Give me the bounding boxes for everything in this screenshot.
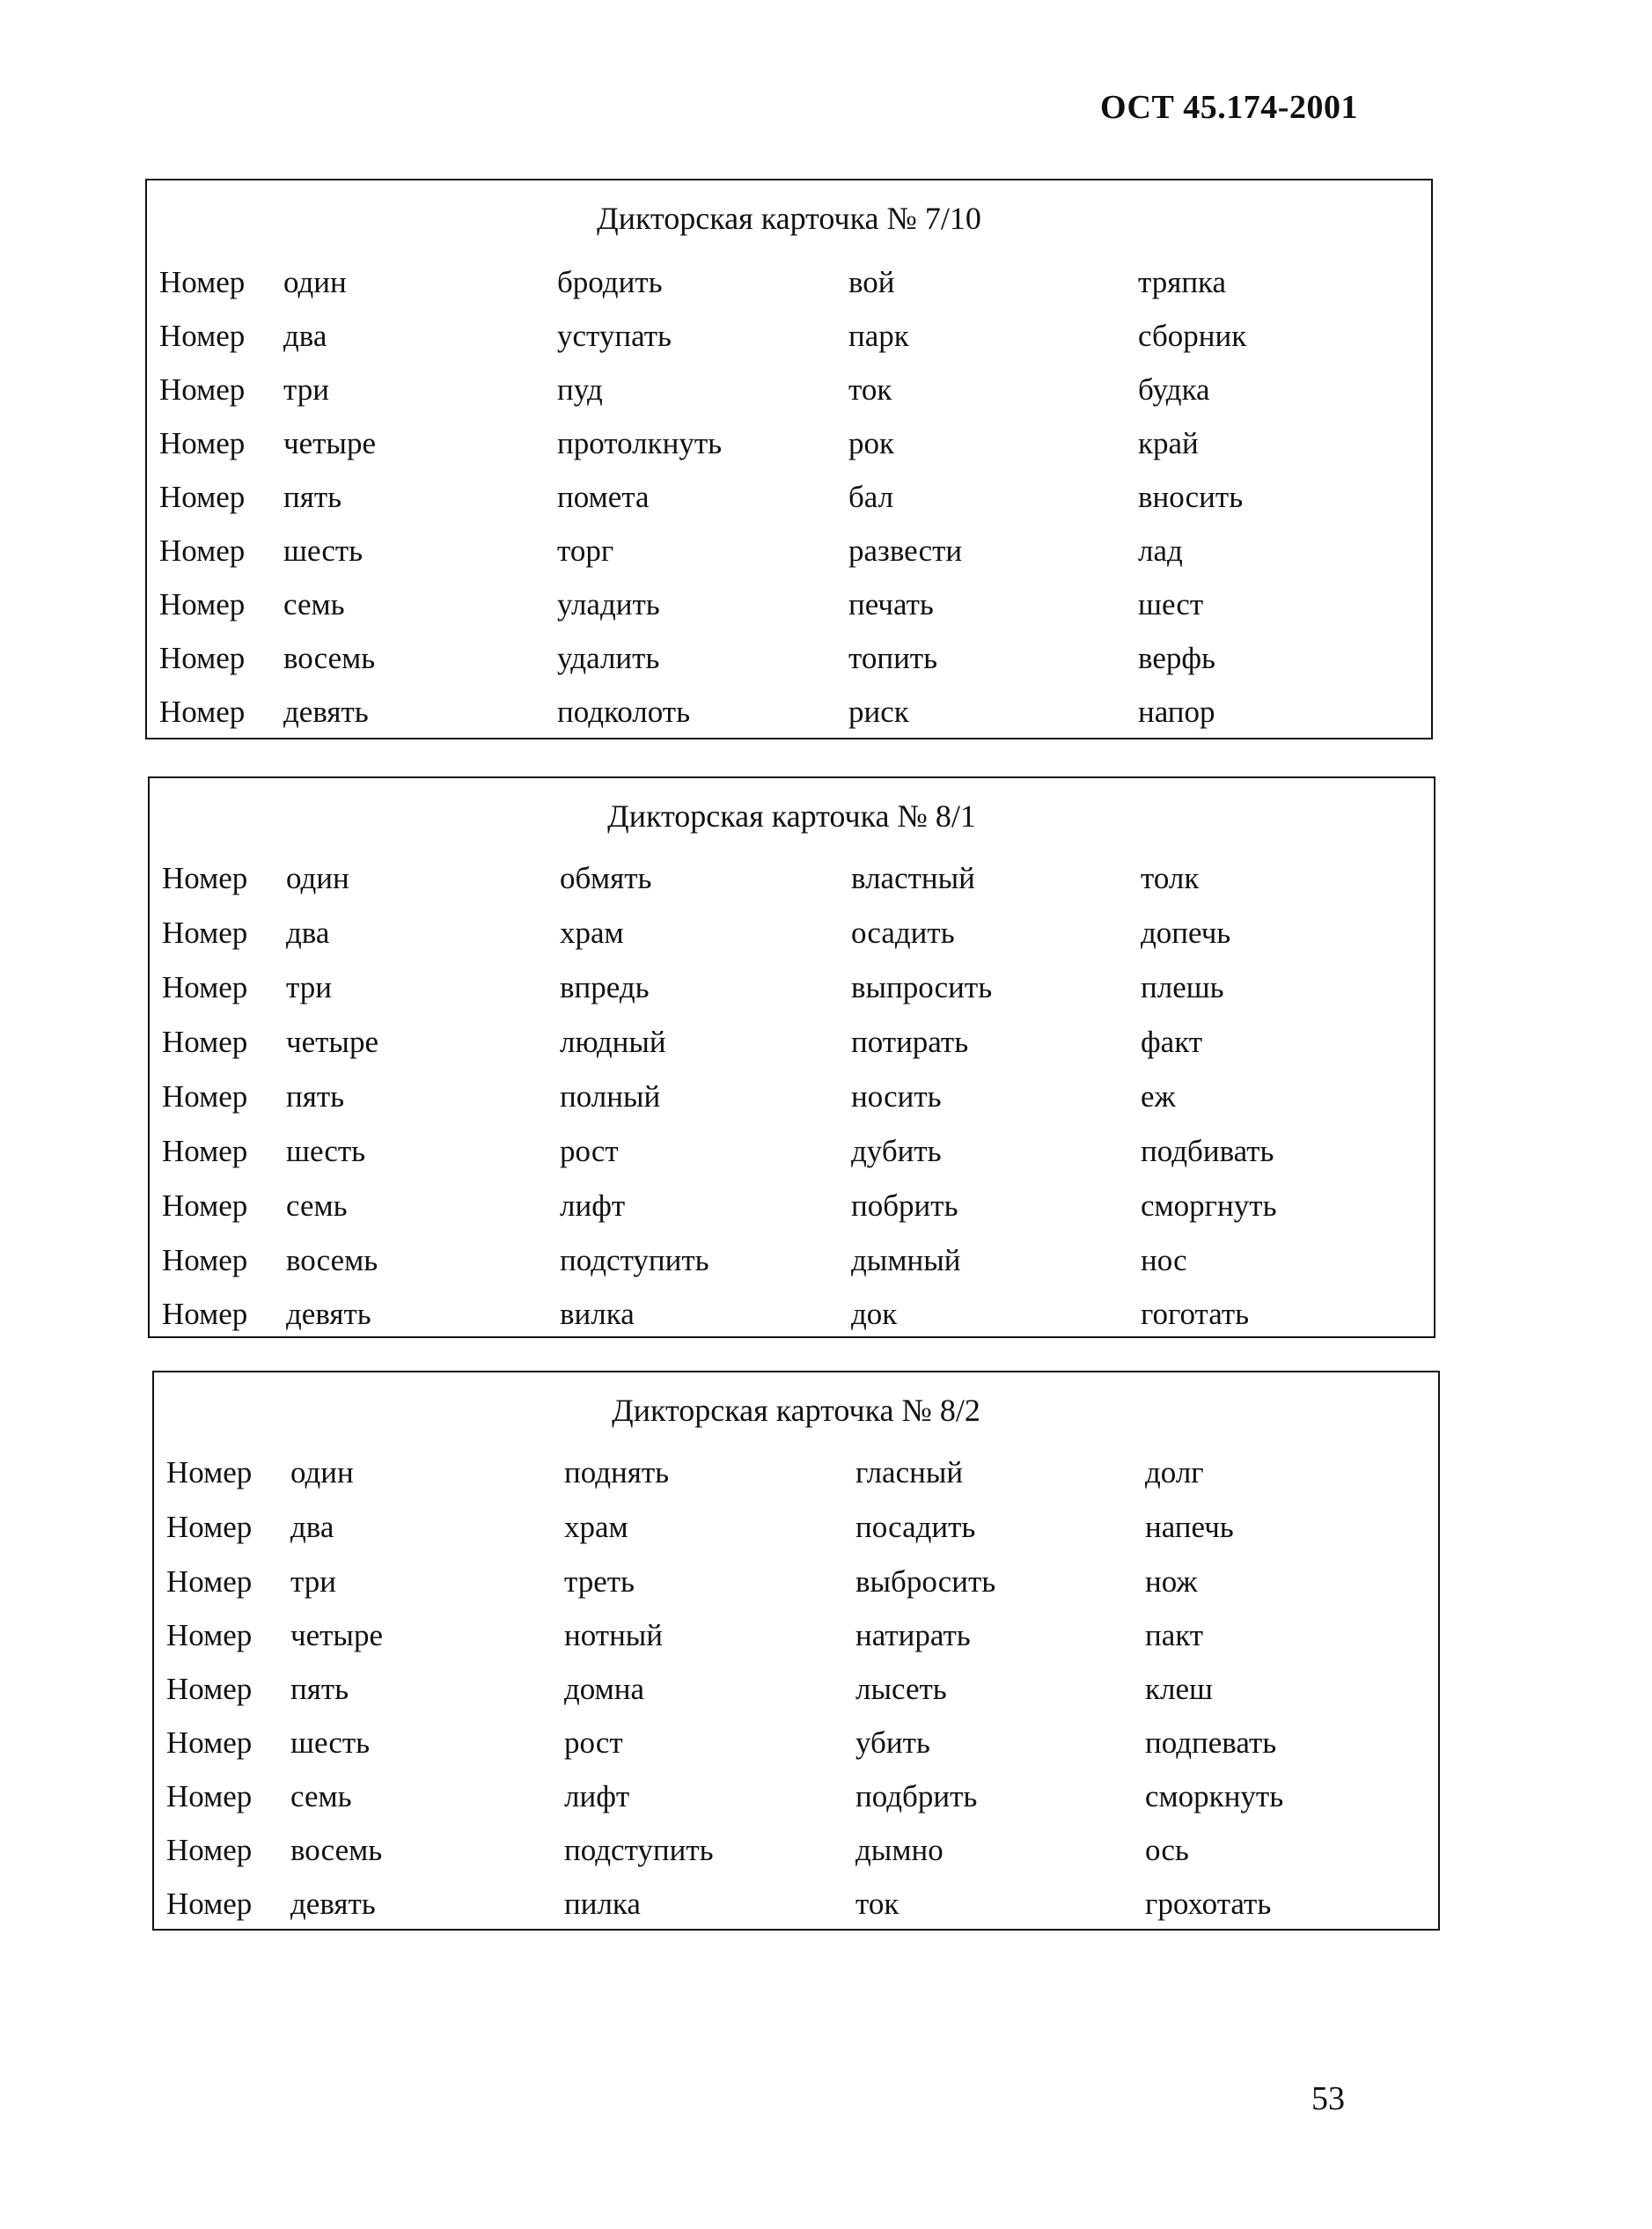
row-label: Номер xyxy=(162,861,248,895)
speaker-card-8-1 xyxy=(148,776,1435,1338)
test-word: натирать xyxy=(855,1618,971,1652)
table-row xyxy=(150,1238,1434,1284)
table-row xyxy=(147,421,1431,467)
table-row xyxy=(154,1450,1438,1496)
row-label: Номер xyxy=(166,1833,253,1867)
test-word: поднять xyxy=(564,1455,670,1490)
test-word: посадить xyxy=(855,1510,976,1544)
table-row xyxy=(154,1613,1438,1659)
test-word: полный xyxy=(560,1079,661,1114)
table-row xyxy=(147,260,1431,305)
test-word: убить xyxy=(855,1725,930,1760)
number-word: шесть xyxy=(290,1725,371,1760)
table-row xyxy=(150,1183,1434,1229)
test-word: край xyxy=(1138,426,1199,460)
test-word: властный xyxy=(851,861,975,895)
table-row xyxy=(147,528,1431,574)
number-word: один xyxy=(283,265,347,299)
test-word: пакт xyxy=(1145,1618,1204,1652)
test-word: сборник xyxy=(1138,319,1247,353)
row-label: Номер xyxy=(162,916,248,950)
test-word: удалить xyxy=(557,641,660,675)
table-row xyxy=(150,1129,1434,1174)
test-word: подбрить xyxy=(855,1779,978,1813)
test-word: лифт xyxy=(560,1188,626,1223)
test-word: напечь xyxy=(1145,1510,1234,1544)
row-label: Номер xyxy=(162,1079,248,1114)
test-word: бал xyxy=(848,480,894,514)
test-word: лифт xyxy=(564,1779,630,1813)
table-row xyxy=(154,1720,1438,1766)
table-row xyxy=(147,689,1431,735)
table-row xyxy=(147,636,1431,681)
number-word: девять xyxy=(286,1297,371,1331)
row-label: Номер xyxy=(162,1243,248,1277)
test-word: долг xyxy=(1145,1455,1204,1490)
test-word: будка xyxy=(1138,372,1210,407)
row-label: Номер xyxy=(162,1297,248,1331)
test-word: треть xyxy=(564,1564,635,1599)
test-word: нотный xyxy=(564,1618,664,1652)
test-word: топить xyxy=(848,641,938,675)
test-word: парк xyxy=(848,319,909,353)
table-row xyxy=(150,965,1434,1011)
test-word: допечь xyxy=(1141,916,1231,950)
test-word: клеш xyxy=(1145,1672,1213,1706)
test-word: обмять xyxy=(560,861,652,895)
test-word: пилка xyxy=(564,1887,641,1921)
table-row xyxy=(150,1019,1434,1065)
number-word: семь xyxy=(290,1779,352,1813)
test-word: вилка xyxy=(560,1297,635,1331)
number-word: два xyxy=(286,916,330,950)
test-word: грохотать xyxy=(1145,1887,1272,1921)
row-label: Номер xyxy=(162,970,248,1004)
table-row xyxy=(147,313,1431,359)
test-word: ток xyxy=(848,372,892,407)
table-row xyxy=(150,910,1434,956)
number-word: восемь xyxy=(286,1243,378,1277)
test-word: выбросить xyxy=(855,1564,996,1599)
card-title: Дикторская карточка № 7/10 xyxy=(597,201,981,236)
row-label: Номер xyxy=(159,695,246,729)
test-word: тряпка xyxy=(1138,265,1227,299)
row-label: Номер xyxy=(166,1725,253,1760)
test-word: дубить xyxy=(851,1134,942,1168)
test-word: толк xyxy=(1141,861,1200,895)
table-row xyxy=(150,856,1434,901)
number-word: один xyxy=(290,1455,354,1490)
test-word: вносить xyxy=(1138,480,1244,514)
test-word: сморкнуть xyxy=(1145,1779,1284,1813)
test-word: нож xyxy=(1145,1564,1198,1599)
test-word: протолкнуть xyxy=(557,426,723,460)
test-word: храм xyxy=(564,1510,628,1544)
number-word: четыре xyxy=(290,1618,383,1652)
test-word: нос xyxy=(1141,1243,1187,1277)
test-word: людный xyxy=(560,1025,666,1059)
number-word: пять xyxy=(286,1079,345,1114)
test-word: подбивать xyxy=(1141,1134,1274,1168)
test-word: ось xyxy=(1145,1833,1189,1867)
test-word: вой xyxy=(848,265,895,299)
card-title: Дикторская карточка № 8/2 xyxy=(612,1393,980,1428)
row-label: Номер xyxy=(166,1618,253,1652)
table-row xyxy=(154,1559,1438,1605)
page-number: 53 xyxy=(1311,2080,1345,2117)
table-row xyxy=(154,1881,1438,1927)
row-label: Номер xyxy=(159,319,246,353)
row-label: Номер xyxy=(166,1455,253,1490)
number-word: два xyxy=(290,1510,334,1544)
row-label: Номер xyxy=(162,1025,248,1059)
test-word: помета xyxy=(557,480,650,514)
number-word: девять xyxy=(290,1887,376,1921)
table-row xyxy=(147,474,1431,520)
test-word: лысеть xyxy=(855,1672,947,1706)
number-word: шесть xyxy=(286,1134,366,1168)
test-word: храм xyxy=(560,916,624,950)
test-word: развести xyxy=(848,533,963,568)
table-row xyxy=(154,1504,1438,1550)
row-label: Номер xyxy=(159,533,246,568)
row-label: Номер xyxy=(166,1672,253,1706)
row-label: Номер xyxy=(159,426,246,460)
test-word: дымный xyxy=(851,1243,961,1277)
test-word: осадить xyxy=(851,916,955,950)
table-row xyxy=(150,1291,1434,1337)
table-row xyxy=(150,1074,1434,1120)
number-word: девять xyxy=(283,695,369,729)
card-title: Дикторская карточка № 8/1 xyxy=(607,798,976,834)
speaker-card-8-2 xyxy=(152,1371,1440,1931)
row-label: Номер xyxy=(162,1188,248,1223)
table-row xyxy=(154,1828,1438,1873)
row-label: Номер xyxy=(159,587,246,622)
number-word: три xyxy=(286,970,332,1004)
row-label: Номер xyxy=(166,1887,253,1921)
test-word: гоготать xyxy=(1141,1297,1250,1331)
test-word: плешь xyxy=(1141,970,1224,1004)
test-word: лад xyxy=(1138,533,1183,568)
test-word: рост xyxy=(560,1134,619,1168)
row-label: Номер xyxy=(166,1564,253,1599)
test-word: дымно xyxy=(855,1833,943,1867)
number-word: восемь xyxy=(290,1833,383,1867)
test-word: ток xyxy=(855,1887,899,1921)
table-row xyxy=(147,582,1431,628)
table-row xyxy=(147,367,1431,413)
test-word: подколоть xyxy=(557,695,691,729)
number-word: пять xyxy=(290,1672,349,1706)
row-label: Номер xyxy=(159,372,246,407)
test-word: еж xyxy=(1141,1079,1176,1114)
test-word: подступить xyxy=(560,1243,709,1277)
number-word: восемь xyxy=(283,641,376,675)
number-word: два xyxy=(283,319,327,353)
table-row xyxy=(154,1774,1438,1820)
row-label: Номер xyxy=(159,265,246,299)
test-word: домна xyxy=(564,1672,645,1706)
table-row xyxy=(154,1666,1438,1712)
number-word: семь xyxy=(283,587,345,622)
document-id: ОСТ 45.174-2001 xyxy=(1100,89,1358,126)
row-label: Номер xyxy=(166,1510,253,1544)
test-word: уступать xyxy=(557,319,672,353)
test-word: пуд xyxy=(557,372,603,407)
test-word: рок xyxy=(848,426,895,460)
row-label: Номер xyxy=(159,480,246,514)
test-word: подступить xyxy=(564,1833,714,1867)
row-label: Номер xyxy=(159,641,246,675)
test-word: печать xyxy=(848,587,934,622)
test-word: бродить xyxy=(557,265,663,299)
speaker-card-7-10 xyxy=(145,179,1433,739)
test-word: потирать xyxy=(851,1025,969,1059)
number-word: четыре xyxy=(286,1025,378,1059)
test-word: док xyxy=(851,1297,898,1331)
test-word: напор xyxy=(1138,695,1215,729)
number-word: три xyxy=(283,372,329,407)
number-word: шесть xyxy=(283,533,363,568)
number-word: один xyxy=(286,861,349,895)
test-word: выпросить xyxy=(851,970,993,1004)
test-word: носить xyxy=(851,1079,942,1114)
row-label: Номер xyxy=(166,1779,253,1813)
test-word: рост xyxy=(564,1725,623,1760)
test-word: подпевать xyxy=(1145,1725,1277,1760)
test-word: побрить xyxy=(851,1188,958,1223)
test-word: торг xyxy=(557,533,614,568)
test-word: факт xyxy=(1141,1025,1203,1059)
test-word: гласный xyxy=(855,1455,964,1490)
number-word: четыре xyxy=(283,426,376,460)
test-word: шест xyxy=(1138,587,1204,622)
test-word: уладить xyxy=(557,587,660,622)
number-word: три xyxy=(290,1564,336,1599)
test-word: сморгнуть xyxy=(1141,1188,1277,1223)
test-word: впредь xyxy=(560,970,650,1004)
number-word: пять xyxy=(283,480,342,514)
row-label: Номер xyxy=(162,1134,248,1168)
number-word: семь xyxy=(286,1188,348,1223)
test-word: риск xyxy=(848,695,909,729)
test-word: верфь xyxy=(1138,641,1215,675)
